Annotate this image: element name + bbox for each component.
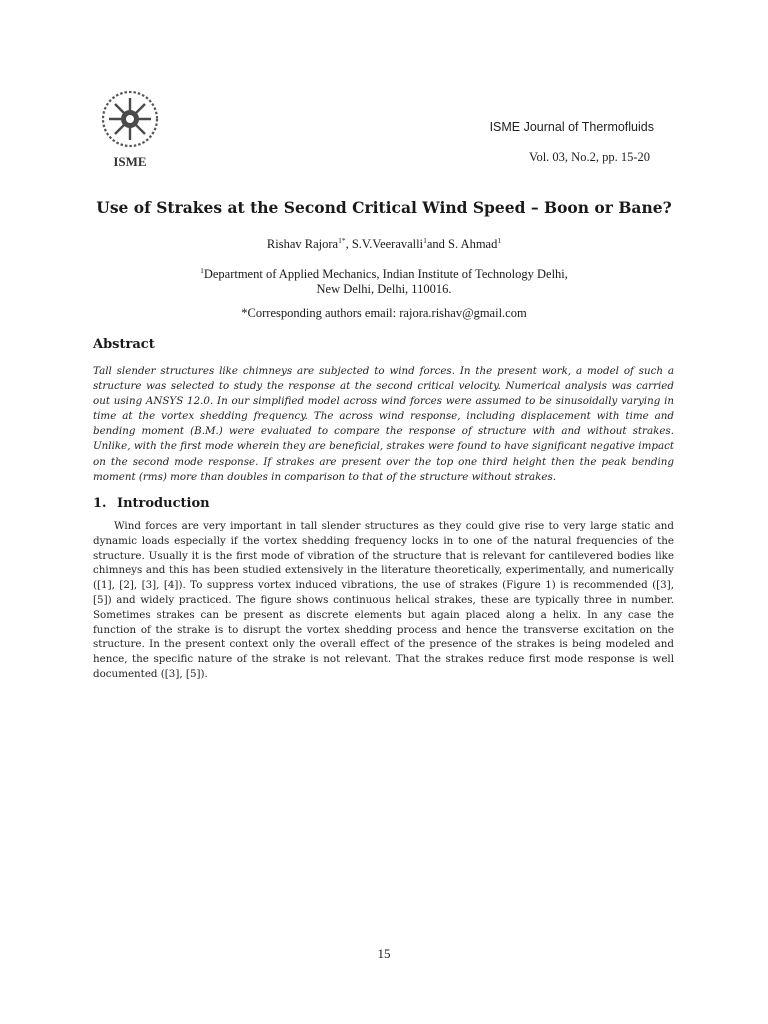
abstract-text: Tall slender structures like chimneys are subjected to wind forces. In the present work, a model of such a structure was selected to study the response at the second critical velocity. Numerical analysis was carried out using ANSYS 12.0. In our simplified model across wind forces were assumed to be sinusoidally varying in time at the vortex shedding frequency. The across wind response, including displacement with time and bending moment (B.M.) were evaluated to compare the response of structure with and without strakes. Unlike, with the first mode wherein they are beneficial, strakes were found to have significant negative impact on the second mode response. If strakes are present over the top one third height then the peak bending moment (rms) more than doubles in comparison to that of the structure without strakes. <box>93 365 674 483</box>
author-list <box>0 236 768 252</box>
affiliation-line-2: New Delhi, Delhi, 110016. <box>316 282 452 296</box>
author-name: S.V.Veeravalli <box>351 237 424 251</box>
author-name: S. Ahmad <box>448 237 498 251</box>
author-separator: , <box>345 237 352 251</box>
author-name: Rishav Rajora <box>266 237 339 251</box>
affiliation <box>0 263 768 297</box>
affiliation-line-1: Department of Applied Mechanics, Indian Institute of Technology Delhi, <box>203 267 568 281</box>
journal-name: ISME Journal of Thermofluids <box>489 120 654 134</box>
section-title: Introduction <box>117 496 210 511</box>
author-separator: and <box>426 237 449 251</box>
paper-title: Use of Strakes at the Second Critical Wind Speed – Boon or Bane? <box>96 198 672 217</box>
introduction-paragraph: Wind forces are very important in tall slender structures as they could give rise to very large static and dynamic loads especially if the vortex shedding frequency locks in to one of the natural frequencies of the structure. Usually it is the first mode of vibration of the structure that is relevant for cantilevered bodies like chimneys and this has been studied extensively in the literature theoretically, experimentally, and numerically ([1], [2], [3], [4]). To suppress vortex induced vibrations, the use of strakes (Figure 1) is recommended ([3], [5]) and widely practiced. The figure shows continuous helical strakes, these are typically three in number. Sometimes strakes can be present as discrete elements but again placed along a helix. In any case the function of the strake is to disrupt the vortex shedding process and hence the transverse excitation on the structure. In the present context only the overall effect of the presence of the strakes is being modeled and hence, the specific nature of the strake is not relevant. That the strakes reduce first mode response is well documented ([3], [5]). <box>93 520 674 680</box>
page-number: 15 <box>377 946 391 961</box>
abstract-heading: Abstract <box>93 337 155 352</box>
logo-text: ISME <box>113 154 147 169</box>
author-affiliation-mark: 1 <box>423 236 427 245</box>
section-number: 1. <box>93 496 107 511</box>
corresponding-email: *Corresponding authors email: rajora.rishav@gmail.com <box>241 306 527 320</box>
isme-logo <box>92 86 170 172</box>
volume-info: Vol. 03, No.2, pp. 15-20 <box>529 150 650 164</box>
author-affiliation-mark: 1 <box>497 236 502 245</box>
section-heading-introduction <box>93 496 210 511</box>
affiliation-mark: 1 <box>200 266 204 275</box>
author-affiliation-mark: 1* <box>338 236 346 245</box>
